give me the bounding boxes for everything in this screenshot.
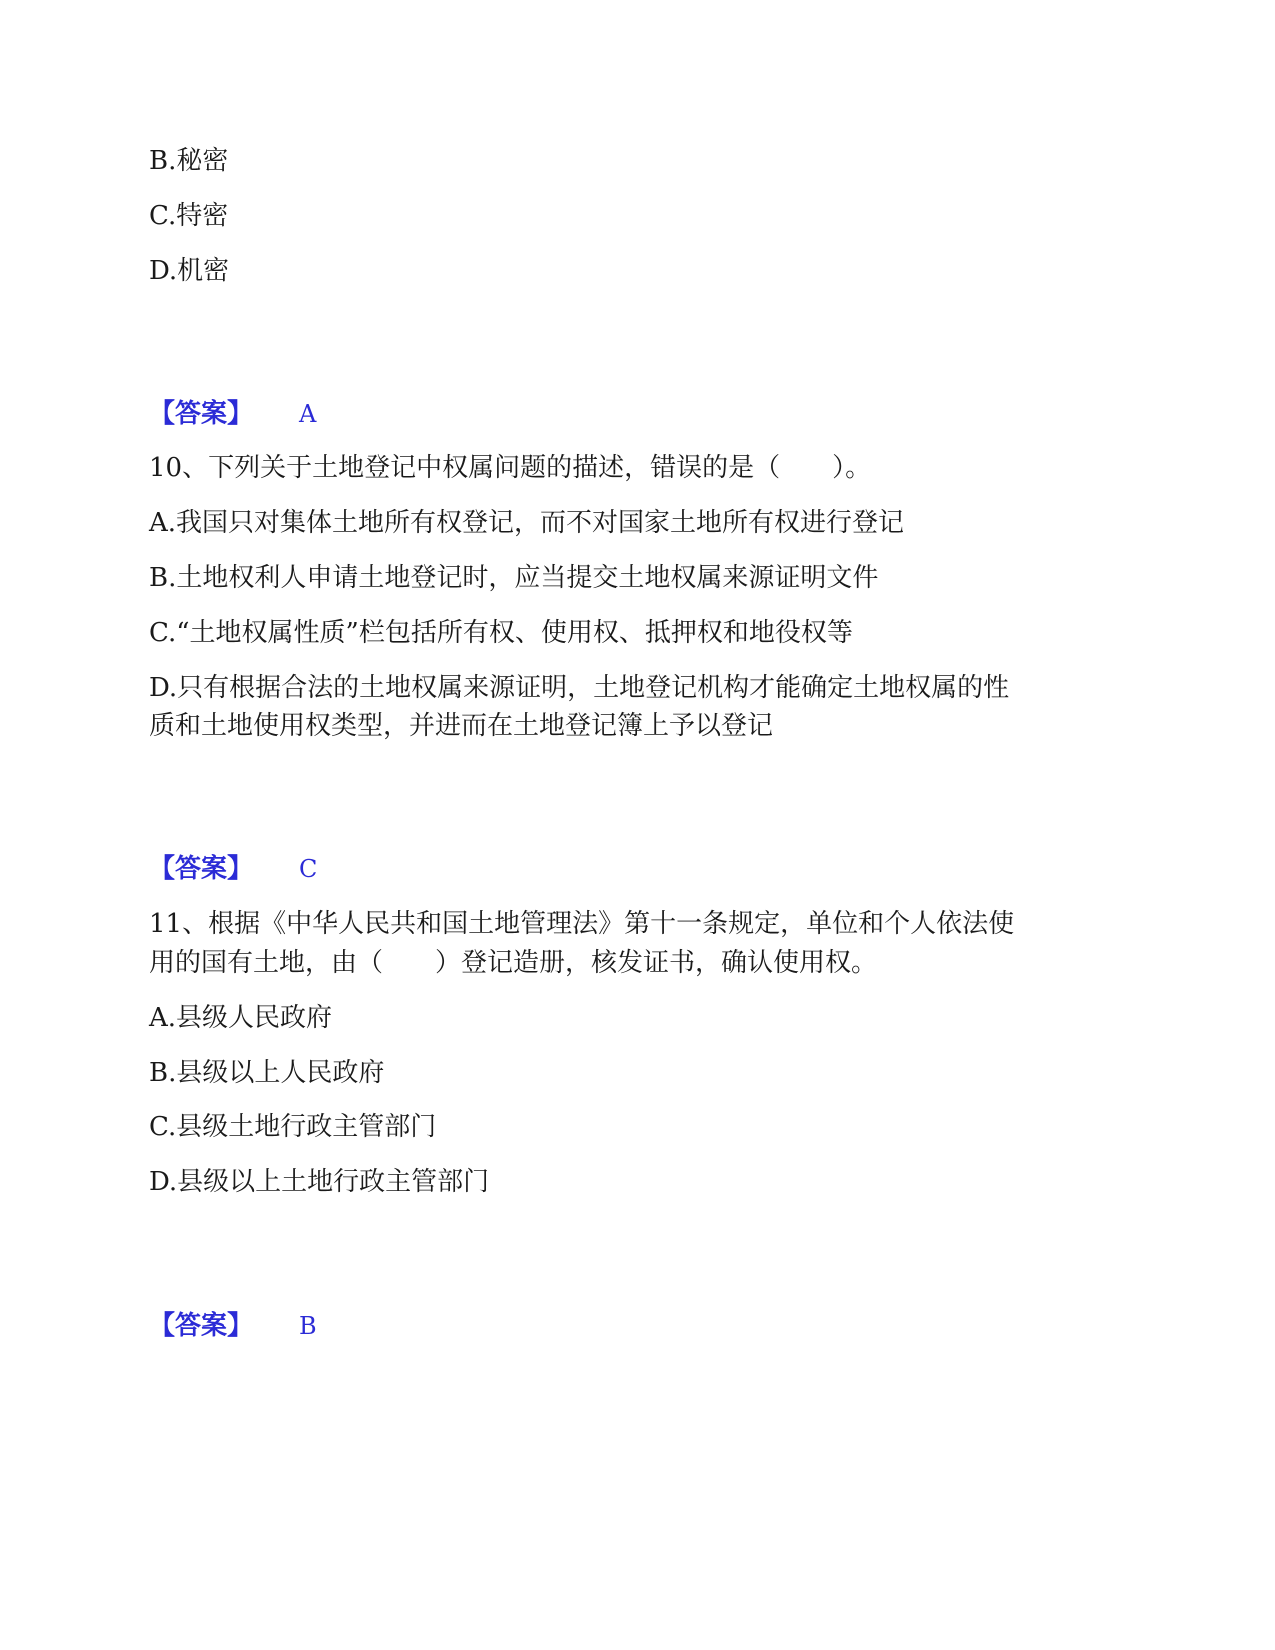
prev-option-c: C.特密: [149, 201, 229, 231]
answer-label: 【答案】: [149, 854, 254, 884]
answer-value: A: [299, 400, 317, 428]
q11-option-b: B.县级以上人民政府: [149, 1058, 385, 1088]
answer-label: 【答案】: [149, 399, 254, 429]
q10-option-d-line1: D.只有根据合法的土地权属来源证明，土地登记机构才能确定土地权属的性: [149, 673, 1010, 703]
q11-option-d: D.县级以上土地行政主管部门: [149, 1167, 490, 1197]
q11-option-a: A.县级人民政府: [149, 1003, 333, 1033]
prev-option-b: B.秘密: [149, 146, 229, 176]
q10-option-a: A.我国只对集体土地所有权登记，而不对国家土地所有权进行登记: [149, 508, 905, 538]
answer-value: C: [299, 855, 318, 883]
q10-answer: [149, 853, 317, 885]
q10-option-d-line2: 质和土地使用权类型，并进而在土地登记簿上予以登记: [149, 711, 774, 741]
q10-stem: 10、下列关于土地登记中权属问题的描述，错误的是（ ）。: [149, 453, 872, 483]
q11-option-c: C.县级土地行政主管部门: [149, 1112, 437, 1142]
q11-stem-line1: 11、根据《中华人民共和国土地管理法》第十一条规定，单位和个人依法使: [149, 909, 1015, 939]
answer-label: 【答案】: [149, 1311, 254, 1341]
answer-value: B: [299, 1312, 317, 1340]
q11-answer: [149, 1310, 317, 1342]
q11-stem-line2: 用的国有土地，由（ ）登记造册，核发证书，确认使用权。: [149, 948, 878, 978]
prev-answer: [149, 398, 316, 430]
q10-option-c: C.“土地权属性质”栏包括所有权、使用权、抵押权和地役权等: [149, 618, 853, 648]
prev-option-d: D.机密: [149, 256, 230, 286]
q10-option-b: B.土地权利人申请土地登记时，应当提交土地权属来源证明文件: [149, 563, 879, 593]
